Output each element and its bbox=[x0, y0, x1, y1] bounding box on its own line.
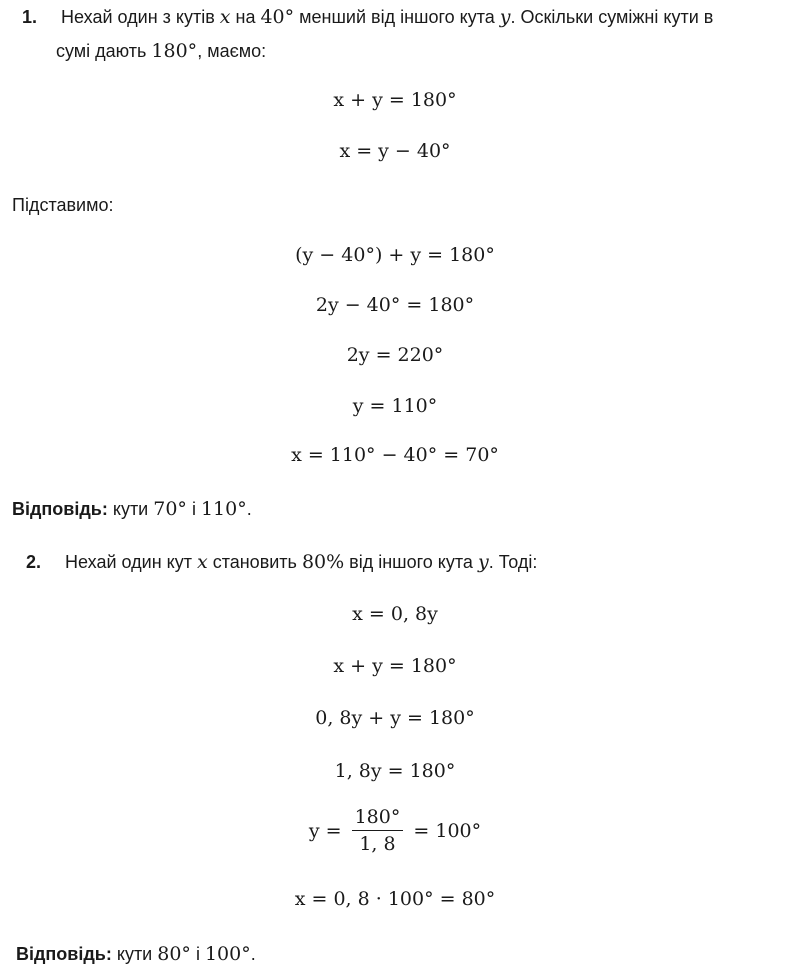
equation: x + y = 180° bbox=[333, 655, 457, 677]
problem1-text: сумі дають bbox=[56, 41, 152, 61]
problem2-text: від іншого кута bbox=[344, 552, 478, 572]
answer-text: кути bbox=[111, 944, 158, 964]
problem1-text: . Оскільки суміжні кути в bbox=[510, 7, 714, 27]
problem1-number: 1. bbox=[22, 7, 38, 27]
var-x: x bbox=[219, 6, 231, 28]
equation: x = 0, 8y bbox=[352, 603, 438, 625]
percent-value: 80% bbox=[301, 551, 345, 573]
problem1-intro-line2 bbox=[56, 40, 266, 62]
fraction-equation bbox=[0, 806, 790, 855]
answer-text: . bbox=[250, 944, 256, 964]
problem1-text: на bbox=[230, 7, 261, 27]
equation: (y − 40°) + y = 180° bbox=[295, 244, 495, 266]
equation: 2y − 40° = 180° bbox=[315, 294, 475, 316]
equation: y = 110° bbox=[352, 395, 438, 417]
equation: x = 0, 8 · 100° = 80° bbox=[294, 888, 496, 910]
answer-text: . bbox=[246, 499, 252, 519]
problem2-text: Нехай один кут bbox=[65, 552, 197, 572]
equation: x + y = 180° bbox=[333, 89, 457, 111]
problem1-answer bbox=[12, 498, 252, 520]
answer-text: і bbox=[186, 499, 201, 519]
answer-value: 70° bbox=[153, 498, 187, 520]
problem1-text: менший від іншого кута bbox=[294, 7, 500, 27]
angle-value: 40° bbox=[260, 6, 295, 28]
var-x: x bbox=[196, 551, 208, 573]
answer-value: 80° bbox=[157, 943, 191, 965]
answer-value: 100° bbox=[204, 943, 251, 965]
answer-label: Відповідь: bbox=[16, 944, 112, 964]
equation: 0, 8y + y = 180° bbox=[315, 707, 475, 729]
equation: 1, 8y = 180° bbox=[334, 760, 456, 782]
angle-value: 180° bbox=[151, 40, 198, 62]
problem2-number: 2. bbox=[26, 552, 42, 572]
var-y: y bbox=[499, 6, 511, 28]
problem1-text: Нехай один з кутів bbox=[61, 7, 220, 27]
problem2-text: становить bbox=[207, 552, 302, 572]
fraction-left: y = bbox=[308, 819, 342, 842]
problem2-intro-line1 bbox=[26, 551, 537, 573]
fraction-numerator: 180° bbox=[352, 806, 404, 831]
equation: x = 110° − 40° = 70° bbox=[291, 444, 499, 466]
answer-value: 110° bbox=[200, 498, 247, 520]
problem1-text: , маємо: bbox=[197, 41, 267, 61]
fraction-denominator: 1, 8 bbox=[359, 833, 396, 855]
problem2-answer bbox=[16, 943, 256, 965]
answer-text: і bbox=[190, 944, 205, 964]
equation: 2y = 220° bbox=[346, 344, 444, 366]
answer-text: кути bbox=[107, 499, 154, 519]
fraction bbox=[352, 806, 404, 855]
fraction-right: = 100° bbox=[413, 819, 482, 842]
problem1-intro-line1 bbox=[22, 6, 713, 28]
problem2-text: . Тоді: bbox=[488, 552, 538, 572]
equation: x = y − 40° bbox=[339, 140, 451, 162]
substitute-label: Підставимо: bbox=[12, 195, 114, 215]
var-y: y bbox=[477, 551, 489, 573]
answer-label: Відповідь: bbox=[12, 499, 108, 519]
